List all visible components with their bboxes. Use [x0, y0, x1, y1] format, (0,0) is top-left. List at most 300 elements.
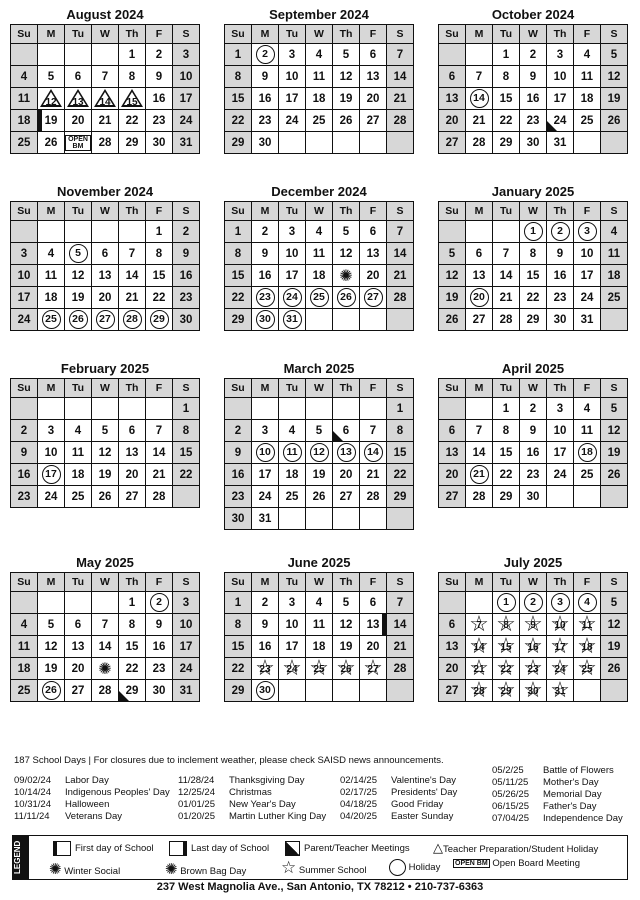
day-cell: 15 — [173, 442, 200, 464]
day-cell: 9 — [146, 614, 173, 636]
day-cell: 28 — [493, 309, 520, 331]
day-cell: 12 — [601, 614, 628, 636]
weekday-header: F — [146, 379, 173, 398]
day-cell: 14 — [387, 243, 414, 265]
day-cell: 4 — [11, 66, 38, 88]
day-cell: 13 — [92, 265, 119, 287]
day-cell: 1 — [493, 398, 520, 420]
day-cell: 3 — [279, 592, 306, 614]
day-cell: 9 — [173, 243, 200, 265]
day-cell: 24 — [11, 309, 38, 331]
weekday-header: S — [601, 379, 628, 398]
empty-cell — [38, 398, 65, 420]
weekday-header: Su — [439, 379, 466, 398]
weekday-header: M — [466, 202, 493, 221]
summer-star: ☆ 25 — [581, 664, 592, 675]
empty-cell — [360, 132, 387, 154]
day-cell — [466, 680, 493, 702]
weekday-header: W — [92, 25, 119, 44]
address-footer: 237 West Magnolia Ave., San Antonio, TX 78212 • 210-737-6363 — [156, 881, 484, 893]
day-cell: 6 — [360, 44, 387, 66]
day-cell: 3 — [173, 592, 200, 614]
day-cell: 27 — [65, 680, 92, 702]
day-cell: 29 — [119, 132, 146, 154]
day-cell: 8 — [119, 614, 146, 636]
day-cell: 18 — [306, 636, 333, 658]
empty-cell — [333, 309, 360, 331]
holiday-circle: 3 — [551, 593, 570, 612]
day-cell — [547, 221, 574, 243]
weekday-header: Th — [119, 202, 146, 221]
weekday-header: M — [38, 379, 65, 398]
day-cell: 29 — [520, 309, 547, 331]
day-cell: 25 — [574, 110, 601, 132]
day-cell: 11 — [574, 66, 601, 88]
day-cell — [333, 287, 360, 309]
day-cell: 5 — [306, 420, 333, 442]
day-cell: 30 — [520, 486, 547, 508]
empty-cell — [38, 592, 65, 614]
day-cell: 18 — [38, 287, 65, 309]
summer-star: ☆ 22 — [500, 664, 511, 675]
day-cell: 19 — [601, 88, 628, 110]
burst-icon: ✺ — [49, 861, 62, 878]
holiday-circle: 25 — [42, 310, 61, 329]
day-cell: 18 — [574, 88, 601, 110]
day-cell: 5 — [333, 592, 360, 614]
day-cell — [520, 221, 547, 243]
summer-star: ☆ 10 — [554, 620, 565, 631]
empty-cell — [333, 398, 360, 420]
day-cell: 17 — [574, 265, 601, 287]
empty-cell — [11, 44, 38, 66]
day-cell: 24 — [252, 486, 279, 508]
day-cell — [252, 287, 279, 309]
day-cell: 7 — [387, 44, 414, 66]
day-cell: 30 — [173, 309, 200, 331]
day-cell: 19 — [601, 636, 628, 658]
day-cell: 26 — [601, 110, 628, 132]
day-cell — [38, 680, 65, 702]
holiday-entry: 10/31/24 Halloween — [14, 799, 110, 810]
day-cell: 18 — [306, 265, 333, 287]
weekday-header: F — [360, 202, 387, 221]
day-cell: 11 — [306, 243, 333, 265]
weekday-header: Th — [547, 379, 574, 398]
holiday-list-4 — [492, 765, 623, 825]
day-cell: 30 — [225, 508, 252, 530]
day-cell: 28 — [92, 680, 119, 702]
holiday-circle: 2 — [256, 45, 275, 64]
day-cell: 27 — [333, 486, 360, 508]
legend-parent-teacher: Parent/Teacher Meetings — [285, 841, 410, 856]
holiday-entry: 01/20/25 Martin Luther King Day — [178, 811, 327, 822]
day-cell: 15 — [387, 442, 414, 464]
day-cell: 11 — [11, 636, 38, 658]
day-cell: 17 — [252, 464, 279, 486]
day-cell: 15 — [119, 88, 146, 110]
weekday-header: W — [92, 202, 119, 221]
day-cell: 11 — [65, 442, 92, 464]
day-cell: 25 — [11, 680, 38, 702]
empty-cell — [119, 398, 146, 420]
day-cell: 9 — [225, 442, 252, 464]
empty-cell — [306, 398, 333, 420]
weekday-header: W — [306, 202, 333, 221]
circle-icon — [389, 859, 406, 876]
day-cell: 1 — [119, 44, 146, 66]
empty-cell — [360, 398, 387, 420]
day-cell — [466, 287, 493, 309]
day-cell — [65, 309, 92, 331]
day-cell — [92, 658, 119, 680]
day-cell: 16 — [520, 442, 547, 464]
empty-cell — [11, 398, 38, 420]
holiday-circle: 29 — [150, 310, 169, 329]
day-cell: 27 — [439, 132, 466, 154]
day-cell — [574, 221, 601, 243]
legend-winter-social: ✺ Winter Social — [49, 861, 121, 878]
day-cell: 20 — [333, 464, 360, 486]
last-day-icon — [169, 841, 187, 856]
day-cell: 1 — [225, 44, 252, 66]
triangle-icon: △ — [433, 840, 443, 855]
weekday-header: Th — [333, 379, 360, 398]
day-cell: 2 — [225, 420, 252, 442]
day-cell: 18 — [11, 658, 38, 680]
day-cell: 28 — [360, 486, 387, 508]
day-cell: 31 — [173, 680, 200, 702]
month-title: February 2025 — [60, 361, 150, 376]
day-cell: 17 — [279, 88, 306, 110]
month-september-2024 — [224, 6, 414, 154]
summer-star: ☆ 14 — [473, 642, 484, 653]
day-cell: 19 — [601, 442, 628, 464]
day-cell: 4 — [306, 221, 333, 243]
day-cell: 2 — [520, 398, 547, 420]
empty-cell — [601, 680, 628, 702]
summer-star: ☆ 11 — [582, 620, 593, 631]
legend-first-day: First day of School — [53, 841, 154, 856]
day-cell: 18 — [601, 265, 628, 287]
day-cell — [279, 442, 306, 464]
day-cell: 6 — [439, 614, 466, 636]
month-table — [10, 24, 200, 154]
day-cell: 5 — [38, 66, 65, 88]
holiday-circle: 30 — [256, 681, 275, 700]
day-cell: 20 — [92, 287, 119, 309]
weekday-header: F — [146, 573, 173, 592]
weekday-header: Su — [11, 379, 38, 398]
day-cell: 6 — [466, 243, 493, 265]
day-cell: 4 — [601, 221, 628, 243]
day-cell — [306, 658, 333, 680]
weekday-header: Tu — [493, 202, 520, 221]
day-cell: 24 — [173, 658, 200, 680]
day-cell: 17 — [173, 88, 200, 110]
summer-star: ☆ 7 — [476, 620, 482, 631]
holiday-circle: 2 — [150, 593, 169, 612]
empty-cell — [360, 309, 387, 331]
day-cell: 10 — [547, 420, 574, 442]
day-cell: 25 — [65, 486, 92, 508]
day-cell: 28 — [466, 132, 493, 154]
day-cell: 22 — [225, 658, 252, 680]
weekday-header: S — [601, 202, 628, 221]
day-cell: 5 — [601, 398, 628, 420]
day-cell: 23 — [11, 486, 38, 508]
legend-brown-bag: ✺ Brown Bag Day — [165, 861, 247, 878]
empty-cell — [92, 398, 119, 420]
day-cell: 10 — [173, 614, 200, 636]
empty-cell — [11, 221, 38, 243]
summer-star: ☆ 23 — [259, 664, 270, 675]
day-cell: 10 — [38, 442, 65, 464]
day-cell: 11 — [306, 66, 333, 88]
empty-cell — [493, 221, 520, 243]
weekday-header: Su — [11, 25, 38, 44]
month-table — [438, 201, 628, 331]
day-cell: 22 — [225, 110, 252, 132]
weekday-header: Th — [333, 202, 360, 221]
day-cell: 12 — [92, 442, 119, 464]
weekday-header: F — [360, 25, 387, 44]
holiday-circle: 26 — [69, 310, 88, 329]
day-cell: 28 — [146, 486, 173, 508]
holiday-circle: 28 — [123, 310, 142, 329]
day-cell: 20 — [65, 110, 92, 132]
empty-cell — [439, 44, 466, 66]
day-cell: 29 — [493, 132, 520, 154]
day-cell: 8 — [387, 420, 414, 442]
day-cell: 23 — [173, 287, 200, 309]
weekday-header: Tu — [493, 25, 520, 44]
day-cell: 9 — [252, 614, 279, 636]
month-table — [10, 201, 200, 331]
day-cell: 14 — [92, 88, 119, 110]
day-cell — [360, 658, 387, 680]
empty-cell — [119, 221, 146, 243]
day-cell: 8 — [119, 66, 146, 88]
holiday-circle: 27 — [364, 288, 383, 307]
weekday-header: Th — [547, 202, 574, 221]
day-cell: 14 — [92, 636, 119, 658]
weekday-header: M — [252, 573, 279, 592]
empty-cell — [65, 398, 92, 420]
holiday-circle: 4 — [578, 593, 597, 612]
weekday-header: M — [252, 25, 279, 44]
day-cell: 29 — [493, 486, 520, 508]
day-cell: 18 — [65, 464, 92, 486]
day-cell: 26 — [333, 110, 360, 132]
legend-summer-school: ☆ Summer School — [281, 858, 367, 877]
day-cell: 21 — [360, 464, 387, 486]
day-cell: 23 — [252, 110, 279, 132]
day-cell: 30 — [547, 309, 574, 331]
empty-cell — [92, 221, 119, 243]
holiday-circle: 3 — [578, 222, 597, 241]
legend-holiday: Holiday — [389, 859, 440, 876]
day-cell: 4 — [306, 592, 333, 614]
holiday-circle: 17 — [42, 465, 61, 484]
weekday-header: Su — [439, 202, 466, 221]
day-cell: 17 — [173, 636, 200, 658]
summer-star: ☆ 24 — [554, 664, 565, 675]
day-cell: 7 — [466, 66, 493, 88]
day-cell: 10 — [11, 265, 38, 287]
day-cell: 4 — [279, 420, 306, 442]
empty-cell — [333, 508, 360, 530]
month-title: October 2024 — [491, 7, 575, 22]
month-title: August 2024 — [66, 7, 144, 22]
day-cell: 6 — [92, 243, 119, 265]
empty-cell — [146, 398, 173, 420]
day-cell: 21 — [119, 287, 146, 309]
day-cell — [146, 309, 173, 331]
empty-cell — [92, 44, 119, 66]
day-cell: 3 — [547, 398, 574, 420]
day-cell: 19 — [38, 110, 65, 132]
month-july-2025 — [438, 554, 628, 702]
day-cell: 8 — [225, 66, 252, 88]
day-cell: 29 — [119, 680, 146, 702]
weekday-header: M — [252, 379, 279, 398]
month-title: March 2025 — [283, 361, 355, 376]
holiday-circle: 11 — [283, 443, 302, 462]
empty-cell — [387, 680, 414, 702]
day-cell: 13 — [439, 636, 466, 658]
day-cell: 10 — [279, 66, 306, 88]
day-cell: 6 — [333, 420, 360, 442]
summer-star: ☆ 17 — [554, 642, 565, 653]
holiday-list-2 — [178, 775, 326, 823]
day-cell: 9 — [146, 66, 173, 88]
weekday-header: Tu — [65, 25, 92, 44]
weekday-header: Th — [333, 573, 360, 592]
day-cell: 23 — [520, 464, 547, 486]
month-january-2025 — [438, 183, 628, 331]
day-cell: 5 — [38, 614, 65, 636]
day-cell: 22 — [520, 287, 547, 309]
open-board-icon: OPEN BM — [455, 859, 488, 867]
weekday-header: Tu — [279, 25, 306, 44]
holiday-entry: 12/25/24 Christmas — [178, 787, 272, 798]
day-cell: 17 — [279, 636, 306, 658]
day-cell: 14 — [387, 66, 414, 88]
day-cell: 9 — [252, 66, 279, 88]
weekday-header: Tu — [493, 573, 520, 592]
day-cell — [65, 243, 92, 265]
day-cell: 13 — [439, 88, 466, 110]
holiday-entry: 09/02/24 Labor Day — [14, 775, 109, 786]
holiday-circle: 30 — [256, 310, 275, 329]
empty-cell — [466, 44, 493, 66]
day-cell: 15 — [119, 636, 146, 658]
day-cell: 19 — [38, 658, 65, 680]
summer-star: ☆ 27 — [367, 664, 378, 675]
day-cell: 4 — [306, 44, 333, 66]
day-cell: 8 — [493, 66, 520, 88]
day-cell: 7 — [493, 243, 520, 265]
weekday-header: Su — [11, 573, 38, 592]
day-cell: 26 — [306, 486, 333, 508]
day-cell — [333, 265, 360, 287]
weekday-header: M — [38, 25, 65, 44]
weekday-header: W — [92, 379, 119, 398]
day-cell: 19 — [333, 636, 360, 658]
star-icon: ☆ — [281, 858, 297, 877]
day-cell: 22 — [173, 464, 200, 486]
day-cell: 1 — [387, 398, 414, 420]
holiday-circle: 23 — [256, 288, 275, 307]
day-cell: 12 — [65, 265, 92, 287]
empty-cell — [279, 398, 306, 420]
day-cell: 20 — [360, 265, 387, 287]
weekday-header: M — [38, 202, 65, 221]
weekday-header: S — [387, 573, 414, 592]
burst-icon: ✺ — [339, 267, 353, 285]
weekday-header: Tu — [65, 202, 92, 221]
holiday-circle: 14 — [364, 443, 383, 462]
day-cell: 25 — [306, 110, 333, 132]
day-cell: 15 — [225, 88, 252, 110]
day-cell — [493, 680, 520, 702]
summer-star: ☆ 31 — [554, 686, 565, 697]
weekday-header: F — [360, 379, 387, 398]
empty-cell — [333, 680, 360, 702]
day-cell: 2 — [173, 221, 200, 243]
weekday-header: F — [574, 202, 601, 221]
day-cell: 6 — [360, 221, 387, 243]
summer-star: ☆ 21 — [473, 664, 484, 675]
summer-star: ☆ 8 — [503, 620, 509, 631]
day-cell: 13 — [65, 88, 92, 110]
weekday-header: Su — [11, 202, 38, 221]
day-cell: 12 — [333, 614, 360, 636]
day-cell: 2 — [520, 44, 547, 66]
empty-cell — [387, 508, 414, 530]
day-cell: 2 — [252, 592, 279, 614]
day-cell: 16 — [225, 464, 252, 486]
day-cell: 13 — [360, 614, 387, 636]
day-cell: 30 — [520, 132, 547, 154]
day-cell: 5 — [601, 44, 628, 66]
holiday-entry: 05/11/25 Mother's Day — [492, 777, 599, 788]
weekday-header: S — [173, 379, 200, 398]
summer-star: ☆ 18 — [581, 642, 592, 653]
holiday-circle: 1 — [497, 593, 516, 612]
empty-cell — [65, 592, 92, 614]
day-cell: 2 — [252, 221, 279, 243]
empty-cell — [360, 508, 387, 530]
summer-star: ☆ 29 — [500, 686, 511, 697]
day-cell: 27 — [439, 680, 466, 702]
day-cell: 4 — [574, 398, 601, 420]
legend — [12, 835, 628, 880]
weekday-header: Tu — [279, 202, 306, 221]
weekday-header: Su — [225, 379, 252, 398]
day-cell: 18 — [306, 88, 333, 110]
day-cell: 22 — [225, 287, 252, 309]
day-cell: 12 — [439, 265, 466, 287]
day-cell: 29 — [225, 309, 252, 331]
weekday-header: Th — [333, 25, 360, 44]
day-cell: 30 — [146, 680, 173, 702]
weekday-header: F — [574, 573, 601, 592]
holiday-entry: 04/18/25 Good Friday — [340, 799, 444, 810]
holiday-circle: 25 — [310, 288, 329, 307]
day-cell: 14 — [387, 614, 414, 636]
